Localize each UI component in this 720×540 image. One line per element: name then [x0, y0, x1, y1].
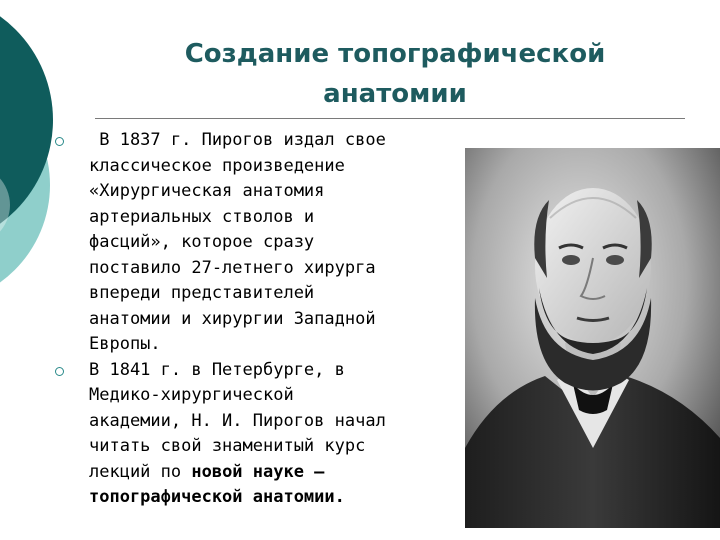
- bullet-item-1841: [55, 358, 445, 511]
- title-line-1: Создание топографической: [184, 39, 606, 69]
- bullet-line: академии, Н. И. Пирогов начал: [89, 410, 386, 431]
- portrait-image: [465, 148, 720, 528]
- bullet-text-emphasis: топографической анатомии.: [89, 487, 345, 507]
- bullet-line: «Хирургическая анатомия: [89, 181, 325, 201]
- bullet-line: анатомии и хирургии Западной: [89, 308, 376, 329]
- circle-bullet-icon: [55, 367, 64, 376]
- bullet-line: [89, 460, 445, 486]
- bullet-line: фасций», которое сразу: [89, 232, 315, 252]
- title-divider: [95, 118, 685, 119]
- bullet-line: Медико-хирургической: [89, 385, 294, 405]
- bullet-line: читать свой знаменитый курс: [89, 436, 366, 456]
- bullet-line: поставило 27-летнего хирурга: [89, 257, 376, 278]
- bullet-line: впереди представителей: [89, 283, 315, 303]
- bullet-text-prefix: лекций по: [89, 461, 192, 482]
- title-line-2: анатомии: [323, 79, 467, 109]
- circle-bullet-icon: [55, 137, 64, 146]
- bullet-item-1837: [55, 128, 445, 358]
- bullet-list: [55, 128, 445, 511]
- bullet-line: В 1837 г. Пирогов издал свое: [89, 130, 386, 150]
- bullet-line: классическое произведение: [89, 155, 345, 176]
- bullet-line: В 1841 г. в Петербурге, в: [89, 359, 345, 380]
- bullet-line: артериальных стволов и: [89, 206, 315, 227]
- bullet-text-emphasis: новой науке —: [191, 461, 325, 482]
- slide-title: [150, 34, 640, 114]
- bullet-line: Европы.: [89, 334, 161, 354]
